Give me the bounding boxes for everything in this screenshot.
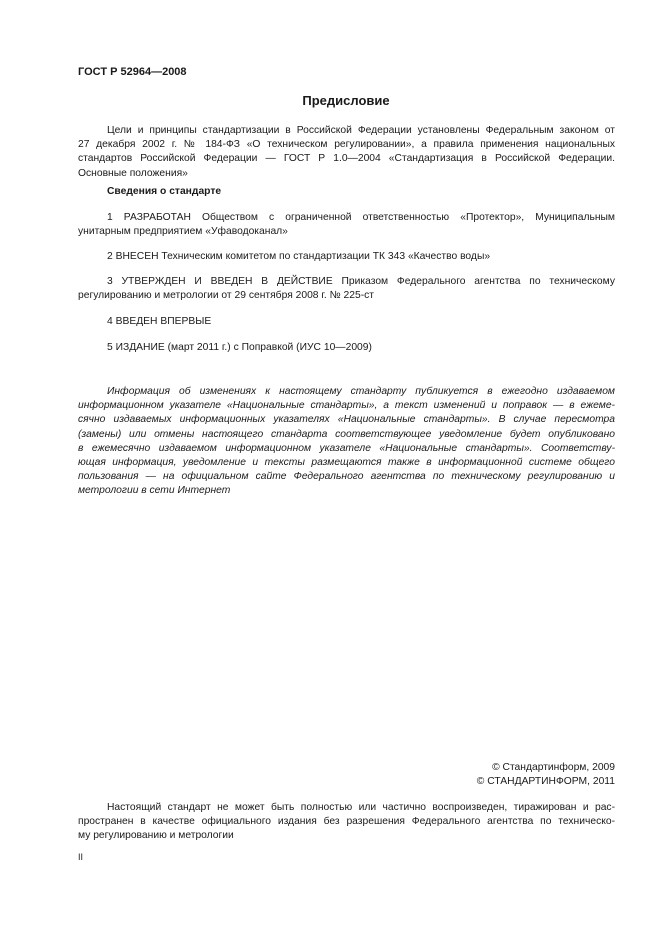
notice-line: (замены) или отмены настоящего стандарта соответствующее уведомление будет опубликовано [78, 428, 615, 440]
reproduction-line: пространен в качестве официального издания без разрешения Федерального агентства по техническо- [78, 816, 615, 828]
standard-info-heading: Сведения о стандарте [107, 186, 222, 197]
intro-line: Цели и принципы стандартизации в Российской Федерации установлены Федеральным законом от [107, 125, 615, 136]
notice-line: в ежемесячно издаваемом информационном указателе «Национальные стандарты». Соответству- [78, 442, 615, 454]
intro-line: стандартов Российской Федерации — ГОСТ Р 1.0—2004 «Стандартизация в Российской Федерации. [78, 153, 615, 165]
copyright-2009: © Стандартинформ, 2009 [492, 762, 615, 773]
intro-line: 27 декабря 2002 г. № 184-ФЗ «О техническом регулировании», а правила применения национальных [78, 139, 615, 151]
info-item-3 [78, 275, 615, 303]
info-item-5: 5 ИЗДАНИЕ (март 2011 г.) с Поправкой (ИУС 10—2009) [107, 342, 372, 353]
reproduction-line: му регулированию и метрологии [78, 830, 234, 842]
reproduction-notice [78, 801, 615, 844]
changes-notice [78, 385, 615, 499]
notice-line: ющая информация, уведомление и тексты размещаются также в информационной системе общего [78, 457, 615, 469]
reproduction-line: Настоящий стандарт не может быть полностью или частично воспроизведен, тиражирован и рас- [107, 802, 615, 813]
standard-code: ГОСТ Р 52964—2008 [78, 66, 187, 78]
notice-line: Информация об изменениях к настоящему стандарту публикуется в ежегодно издаваемом [107, 386, 615, 397]
info-item-1 [78, 211, 615, 239]
info-item-line: унитарным предприятием «Уфаводоканал» [78, 226, 288, 238]
preface-intro [78, 124, 615, 181]
info-item-4: 4 ВВЕДЕН ВПЕРВЫЕ [107, 316, 212, 327]
intro-line: Основные положения» [78, 167, 188, 179]
info-item-line: 1 РАЗРАБОТАН Обществом с ограниченной ответственностью «Протектор», Муниципальным [107, 212, 615, 223]
notice-line: метрологии в сети Интернет [78, 485, 231, 497]
preface-title: Предисловие [302, 93, 390, 108]
info-item-line: регулированию и метрологии от 29 сентября 2008 г. № 225-ст [78, 290, 374, 302]
notice-line: информационном указателе «Национальные стандарты», а текст изменений и поправок — в ежеме- [78, 400, 615, 412]
copyright-2011: © СТАНДАРТИНФОРМ, 2011 [476, 776, 615, 787]
page-number: II [78, 852, 84, 862]
notice-line: сячно издаваемых информационных указателях «Национальные стандарты». В случае пересмотра [78, 414, 615, 426]
info-item-2: 2 ВНЕСЕН Техническим комитетом по стандартизации ТК 343 «Качество воды» [107, 251, 491, 262]
notice-line: пользования — на официальном сайте Федерального агентства по техническому регулированию и [78, 471, 615, 483]
info-item-line: 3 УТВЕРЖДЕН И ВВЕДЕН В ДЕЙСТВИЕ Приказом Федерального агентства по техническому [107, 276, 615, 287]
